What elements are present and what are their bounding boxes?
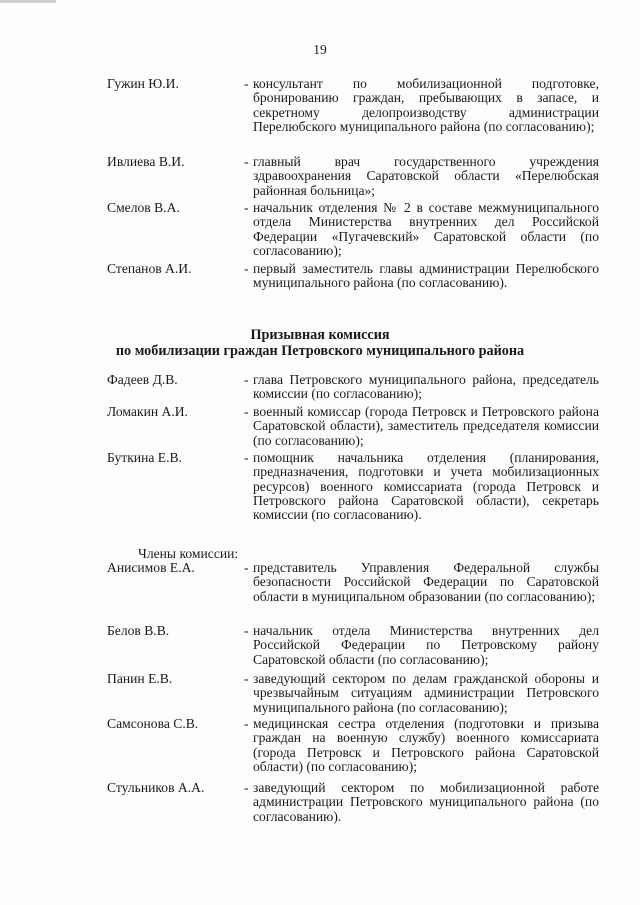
entry-name: Белов В.В. [107, 623, 170, 638]
entry-description: начальник отдела Министерства внутренних дел Российской Федерации по Петровскому району Саратовской области (по согласованию); [253, 623, 599, 667]
entry-description: начальник отделения № 2 в составе межмуниципального отдела Министерства внутренних дел Российской Федерации «Пугачевский» Саратовской области (по согласованию); [253, 200, 599, 258]
entry-name: Фадеев Д.В. [107, 372, 178, 387]
entry-guzhin [107, 77, 599, 134]
entry-name: Ивлиева В.И. [107, 154, 185, 169]
entry-dash: - [244, 76, 249, 91]
entry-smelov [107, 201, 599, 258]
entry-description: заведующий сектором по делам гражданской обороны и чрезвычайным ситуациям администрации Петровского муниципального района (по согласованию); [253, 671, 599, 715]
entry-lomakin [107, 405, 599, 448]
scan-edge-mark [0, 0, 56, 3]
entry-dash: - [244, 404, 249, 419]
entry-fadeev [107, 373, 599, 402]
entry-stepanov [107, 262, 599, 291]
entry-butkina [107, 451, 599, 522]
entry-name: Самсонова С.В. [107, 716, 199, 731]
entry-name: Смелов В.А. [107, 200, 180, 215]
entry-dash: - [244, 261, 249, 276]
entry-dash: - [244, 623, 249, 638]
entry-samsonova [107, 717, 599, 774]
entry-dash: - [244, 200, 249, 215]
entry-description: помощник начальника отделения (планирования, предназначения, подготовки и учета мобилизационных ресурсов) военного комиссариата (города Петровск и Петровского района Саратовской области), секретарь комиссии (по согласованию). [253, 450, 599, 523]
entry-description: медицинская сестра отделения (подготовки и призыва граждан на военную службу) военного комиссариата (города Петровск и Петровского района Саратовской области) (по согласованию); [253, 716, 599, 774]
entry-name: Ломакин А.И. [107, 404, 188, 419]
entry-description: консультант по мобилизационной подготовке, бронированию граждан, пребывающих в запасе, и секретному делопроизводству администрации Перелюбского муниципального района (по согласованию); [253, 76, 599, 134]
entry-name: Степанов А.И. [107, 261, 192, 276]
entry-dash: - [244, 671, 249, 686]
entry-ivlieva [107, 155, 599, 198]
entry-name: Буткина Е.В. [107, 450, 182, 465]
entry-description: заведующий сектором по мобилизационной работе администрации Петровского муниципального района (по согласованию). [253, 780, 599, 824]
entry-panin [107, 672, 599, 715]
entry-name: Панин Е.В. [107, 671, 173, 686]
entry-description: глава Петровского муниципального района, председатель комиссии (по согласованию); [253, 372, 599, 402]
entry-description: первый заместитель главы администрации Перелюбского муниципального района (по согласованию). [253, 261, 599, 291]
entry-dash: - [244, 154, 249, 169]
entry-name: Гужин Ю.И. [107, 76, 179, 91]
entry-description: военный комиссар (города Петровск и Петровского района Саратовской области), заместитель председателя комиссии (по согласованию); [253, 404, 599, 448]
entry-name: Стульников А.А. [107, 780, 205, 795]
entry-dash: - [244, 450, 249, 465]
entry-dash: - [244, 716, 249, 731]
page-number: 19 [313, 42, 327, 57]
entry-stulnikov [107, 781, 599, 824]
section-heading-line1: Призывная комиссия [250, 327, 390, 343]
entry-belov [107, 624, 599, 667]
entry-dash: - [244, 780, 249, 795]
entry-description: представитель Управления Федеральной службы безопасности Российской Федерации по Саратовской области в муниципальном образовании (по согласованию); [253, 560, 599, 604]
entry-dash: - [244, 560, 249, 575]
section-heading-line2: по мобилизации граждан Петровского муниципального района [115, 343, 525, 359]
members-label: Члены комиссии: [138, 546, 239, 561]
entry-name: Анисимов Е.А. [107, 560, 195, 575]
entry-dash: - [244, 372, 249, 387]
entry-description: главный врач государственного учреждения здравоохранения Саратовской области «Перелюбская районная больница»; [253, 154, 599, 198]
entry-anisimov [107, 561, 599, 604]
